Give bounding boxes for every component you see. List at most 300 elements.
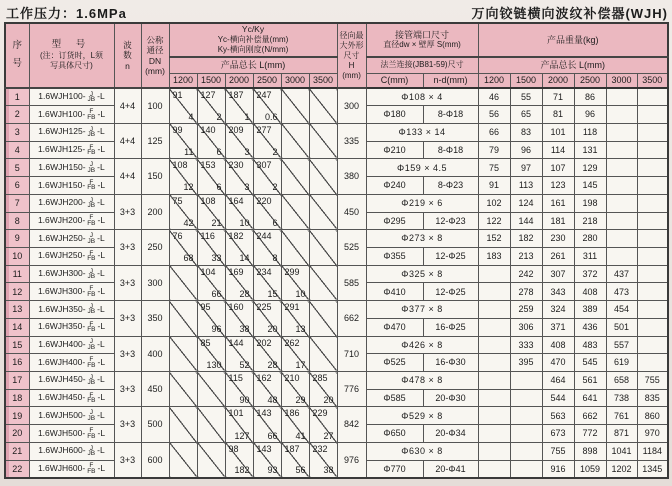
yk-cell <box>281 265 309 300</box>
model-variant-bottom: FB <box>87 361 96 369</box>
yk-cell <box>169 194 197 229</box>
weight-cell: 738 <box>606 389 637 407</box>
waves-cell: 3+3 <box>114 407 141 442</box>
h-cell: 776 <box>337 372 366 407</box>
seq-cell: 20 <box>5 425 29 443</box>
lateral-compensation-value: 244 <box>256 231 272 242</box>
col-header-yk <box>169 23 337 57</box>
model-cell <box>29 247 114 265</box>
model-text <box>38 445 104 458</box>
flange-c-cell: Φ240 <box>366 177 423 195</box>
model-suffix: -L <box>97 356 106 367</box>
yk-cell <box>253 194 281 229</box>
flange-nd-cell: 12-Φ23 <box>423 212 478 230</box>
model-variant-top: F <box>89 285 94 293</box>
model-variant-top: J <box>89 302 93 310</box>
weight-cell <box>637 283 668 301</box>
weight-cell: 557 <box>606 336 637 354</box>
model-suffix: -L <box>97 197 105 208</box>
lateral-stiffness-value: 38 <box>239 324 250 335</box>
weight-cell <box>606 159 637 177</box>
model-cell <box>29 106 114 124</box>
weight-cell: 230 <box>542 230 574 248</box>
seq-cell: 3 <box>5 123 29 141</box>
model-variant-bottom: JB <box>87 202 96 210</box>
lateral-stiffness-value: 3 <box>244 182 250 193</box>
lateral-compensation-value: 186 <box>284 408 300 419</box>
weight-cell: 81 <box>542 106 574 124</box>
lateral-stiffness-value: 12 <box>183 182 194 193</box>
dn-cell: 200 <box>141 194 169 229</box>
weight-cell: 437 <box>606 265 637 283</box>
model-cell <box>29 389 114 407</box>
weight-cell: 259 <box>510 301 542 319</box>
weight-cell: 898 <box>574 442 606 460</box>
weight-col-3000: 3000 <box>606 73 637 88</box>
weight-cell <box>510 407 542 425</box>
lateral-stiffness-value: 2 <box>216 111 222 122</box>
lateral-compensation-value: 143 <box>256 443 272 454</box>
weight-col-3500: 3500 <box>637 73 668 88</box>
model-text <box>38 338 104 351</box>
weight-cell: 101 <box>542 123 574 141</box>
port-size-subtitle: 直径dw × 壁厚 S(mm) <box>383 40 461 50</box>
waves-cell: 3+3 <box>114 265 141 300</box>
weight-cell: 371 <box>542 318 574 336</box>
model-suffix: -L <box>97 462 106 473</box>
weight-cell <box>637 318 668 336</box>
flange-c-cell: Φ770 <box>366 460 423 478</box>
model-text <box>38 409 104 422</box>
waves-cell: 4+4 <box>114 88 141 123</box>
lateral-compensation-value: 91 <box>172 90 183 100</box>
weight-cell <box>606 123 637 141</box>
weight-col-1200: 1200 <box>478 73 510 88</box>
model-variant-bottom: FB <box>87 467 96 475</box>
weight-cell <box>478 389 510 407</box>
model-variant-top: J <box>89 232 93 240</box>
weight-cell: 324 <box>542 301 574 319</box>
model-variant <box>88 374 96 387</box>
lateral-compensation-value: 285 <box>312 373 328 383</box>
model-suffix: -L <box>97 250 106 261</box>
model-prefix: 1.6WJH250- <box>38 232 86 243</box>
model-variant-top: J <box>89 125 93 133</box>
yk-cell <box>197 265 225 300</box>
model-suffix: -L <box>97 321 106 332</box>
weight-cell: 261 <box>542 247 574 265</box>
lateral-stiffness-value: 93 <box>267 465 278 476</box>
weight-cell: 389 <box>574 301 606 319</box>
yk-cell <box>309 194 337 229</box>
model-variant-top: J <box>89 338 93 346</box>
lateral-compensation-value: 230 <box>228 160 244 171</box>
weight-cell: 91 <box>478 177 510 195</box>
yk-cell <box>197 230 225 265</box>
table-row <box>5 442 668 460</box>
lateral-stiffness-value: 17 <box>295 359 306 370</box>
yk-cell <box>225 442 253 477</box>
yk-cell <box>281 230 309 265</box>
weight-title: 产品重量(kg) <box>547 34 599 45</box>
flange-c-cell: Φ295 <box>366 212 423 230</box>
model-variant-top: J <box>89 90 93 98</box>
weight-cell: 916 <box>542 460 574 478</box>
flange-c-cell: Φ650 <box>366 425 423 443</box>
flange-c-cell: Φ525 <box>366 354 423 372</box>
weight-cell: 545 <box>574 354 606 372</box>
yk-cell <box>169 336 197 371</box>
yk-cell <box>169 372 197 407</box>
yk-cell <box>169 407 197 442</box>
model-variant-bottom: JB <box>87 273 96 281</box>
lateral-compensation-value: 210 <box>284 373 300 383</box>
lateral-compensation-value: 187 <box>284 443 300 454</box>
h-cell: 335 <box>337 123 366 158</box>
model-cell <box>29 283 114 301</box>
model-prefix: 1.6WJH500- <box>38 409 86 420</box>
weight-cell: 123 <box>542 177 574 195</box>
lateral-compensation-value: 187 <box>228 90 244 100</box>
length-col-1200: 1200 <box>169 73 197 88</box>
weight-cell: 372 <box>574 265 606 283</box>
lateral-compensation-value: 277 <box>256 124 272 135</box>
yk-cell <box>281 336 309 371</box>
yk-cell <box>281 301 309 336</box>
waves-cell: 3+3 <box>114 301 141 336</box>
model-variant-top: F <box>89 143 94 151</box>
lateral-compensation-value: 85 <box>200 337 211 348</box>
lateral-compensation-value: 144 <box>228 337 244 348</box>
dn-cell: 125 <box>141 123 169 158</box>
table-row <box>5 301 668 319</box>
model-prefix: 1.6WJH200- <box>37 215 86 225</box>
weight-cell: 436 <box>574 318 606 336</box>
lateral-stiffness-value: 28 <box>239 288 250 299</box>
yk-cell <box>197 442 225 477</box>
weight-cell: 1184 <box>637 442 668 460</box>
weight-cell: 464 <box>542 372 574 390</box>
table-body <box>5 88 668 478</box>
yk-cell <box>169 159 197 194</box>
model-cell <box>29 88 114 106</box>
weight-cell <box>606 106 637 124</box>
lateral-compensation-value: 225 <box>256 302 272 313</box>
weight-col-2000: 2000 <box>542 73 574 88</box>
model-cell <box>29 354 114 372</box>
weight-cell <box>478 425 510 443</box>
weight-cell: 79 <box>478 141 510 159</box>
model-variant <box>88 161 96 174</box>
yk-cell <box>309 301 337 336</box>
model-variant-top: J <box>89 196 93 204</box>
yk-cell <box>197 336 225 371</box>
lateral-compensation-value: 232 <box>312 443 328 454</box>
model-text <box>38 179 105 192</box>
model-suffix: -L <box>97 161 105 172</box>
seq-cell: 14 <box>5 318 29 336</box>
weight-cell: 65 <box>510 106 542 124</box>
model-suffix: -L <box>97 108 106 119</box>
working-pressure-title: 工作压力：1.6MPa <box>6 6 127 21</box>
model-cell <box>29 460 114 478</box>
weight-cell: 658 <box>606 372 637 390</box>
yk-cell <box>281 159 309 194</box>
model-cell <box>29 336 114 354</box>
model-cell <box>29 194 114 212</box>
lateral-compensation-value: 101 <box>228 408 244 419</box>
weight-cell <box>510 442 542 460</box>
model-prefix: 1.6WJH250- <box>37 250 86 261</box>
lateral-stiffness-value: 20 <box>267 324 278 335</box>
model-variant-top: J <box>89 161 93 169</box>
model-text <box>38 250 105 263</box>
lateral-stiffness-value: 1 <box>244 111 250 122</box>
flange-c-cell: Φ355 <box>366 247 423 265</box>
yk-definition-1: Yc-横向补偿量(mm) <box>217 34 289 44</box>
yk-cell <box>225 194 253 229</box>
h-cell: 976 <box>337 442 366 477</box>
lateral-stiffness-value: 130 <box>206 359 222 370</box>
seq-cell: 1 <box>5 88 29 106</box>
model-variant-bottom: JB <box>87 237 96 245</box>
model-prefix: 1.6WJH300- <box>38 268 86 279</box>
yk-cell <box>253 372 281 407</box>
lateral-stiffness-value: 4 <box>188 111 194 122</box>
model-cell <box>29 141 114 159</box>
model-variant <box>88 91 96 104</box>
model-variant <box>87 321 95 334</box>
table-row <box>5 123 668 141</box>
seq-cell: 13 <box>5 301 29 319</box>
model-variant-top: J <box>89 267 93 275</box>
model-text <box>38 197 104 210</box>
weight-cell: 56 <box>478 106 510 124</box>
lateral-stiffness-value: 41 <box>295 430 306 441</box>
model-prefix: 1.6WJH350- <box>38 303 86 314</box>
model-suffix: -L <box>97 392 106 403</box>
model-prefix: 1.6WJH500- <box>37 427 86 438</box>
model-suffix: -L <box>97 179 106 190</box>
weight-cell: 871 <box>606 425 637 443</box>
model-prefix: 1.6WJH400- <box>37 356 86 367</box>
waves-cell: 4+4 <box>114 123 141 158</box>
pipe-size-cell: Φ630 × 8 <box>366 442 478 460</box>
pipe-size-cell: Φ529 × 8 <box>366 407 478 425</box>
weight-cell: 218 <box>574 212 606 230</box>
weight-cell <box>637 88 668 106</box>
yk-cell <box>253 265 281 300</box>
weight-cell <box>478 372 510 390</box>
flange-c-cell: Φ410 <box>366 283 423 301</box>
model-variant-top: J <box>89 409 93 417</box>
weight-cell <box>478 460 510 478</box>
flange-c-cell: Φ470 <box>366 318 423 336</box>
h-cell: 380 <box>337 159 366 194</box>
model-prefix: 1.6WJH450- <box>38 374 86 385</box>
weight-cell <box>637 301 668 319</box>
model-variant <box>88 268 96 281</box>
weight-cell: 755 <box>637 372 668 390</box>
model-variant <box>88 338 96 351</box>
yk-cell <box>225 159 253 194</box>
yk-cell <box>225 336 253 371</box>
h-cell: 842 <box>337 407 366 442</box>
weight-cell: 483 <box>574 336 606 354</box>
model-header-note1: (注：订货时，L须 <box>39 51 104 61</box>
weight-cell: 408 <box>574 283 606 301</box>
model-prefix: 1.6WJH125- <box>38 126 86 137</box>
model-variant <box>88 445 96 458</box>
model-cell <box>29 159 114 177</box>
weight-cell: 563 <box>542 407 574 425</box>
flange-nd-header: n-d(mm) <box>423 73 478 88</box>
weight-cell <box>637 159 668 177</box>
lateral-stiffness-value: 14 <box>239 253 250 264</box>
weight-cell: 113 <box>510 177 542 195</box>
seq-cell: 11 <box>5 265 29 283</box>
lateral-stiffness-value: 56 <box>295 465 306 476</box>
weight-cell: 307 <box>542 265 574 283</box>
model-prefix: 1.6WJH600- <box>38 445 86 456</box>
yk-cell <box>225 407 253 442</box>
weight-cell <box>606 230 637 248</box>
model-variant <box>87 427 95 440</box>
lateral-stiffness-value: 21 <box>211 217 222 228</box>
model-prefix: 1.6WJH400- <box>38 339 86 350</box>
model-variant-top: F <box>89 214 94 222</box>
lateral-compensation-value: 162 <box>256 373 272 383</box>
yk-cell <box>225 230 253 265</box>
pipe-size-cell: Φ108 × 4 <box>366 88 478 106</box>
lateral-stiffness-value: 127 <box>234 430 250 441</box>
flange-nd-cell: 8-Φ18 <box>423 141 478 159</box>
lateral-compensation-value: 127 <box>200 90 216 100</box>
lateral-compensation-value: 262 <box>284 337 300 348</box>
seq-header-line1: 序 <box>12 40 22 52</box>
lateral-compensation-value: 247 <box>256 90 272 100</box>
yk-cell <box>309 230 337 265</box>
flange-nd-cell: 8-Φ18 <box>423 106 478 124</box>
yk-cell <box>197 123 225 158</box>
model-prefix: 1.6WJH100- <box>38 91 86 102</box>
weight-cell <box>637 141 668 159</box>
model-prefix: 1.6WJH450- <box>37 392 86 403</box>
dn-cell: 350 <box>141 301 169 336</box>
model-variant-bottom: FB <box>87 149 96 157</box>
model-variant <box>87 462 95 475</box>
length-col-3000: 3000 <box>281 73 309 88</box>
weight-cell: 306 <box>510 318 542 336</box>
weight-cell <box>478 407 510 425</box>
header-band-1 <box>5 23 668 57</box>
model-header-note2: 写具体尺寸) <box>50 61 93 71</box>
weight-cell: 1041 <box>606 442 637 460</box>
yk-cell <box>309 159 337 194</box>
weight-cell <box>606 177 637 195</box>
seq-cell: 21 <box>5 442 29 460</box>
weight-cell <box>606 212 637 230</box>
lateral-compensation-value: 182 <box>228 231 244 242</box>
weight-cell <box>478 442 510 460</box>
weight-cell: 75 <box>478 159 510 177</box>
weight-cell <box>478 336 510 354</box>
model-variant-top: F <box>89 427 94 435</box>
compensator-spec-table <box>4 22 669 479</box>
waves-cell: 4+4 <box>114 159 141 194</box>
col-header-port <box>366 23 478 57</box>
weight-cell: 97 <box>510 159 542 177</box>
model-variant-bottom: FB <box>87 397 96 405</box>
flange-c-cell: Φ180 <box>366 106 423 124</box>
model-variant-bottom: JB <box>87 450 96 458</box>
weight-cell: 181 <box>542 212 574 230</box>
model-suffix: -L <box>97 374 105 385</box>
model-text <box>38 321 105 334</box>
weight-cell: 66 <box>478 123 510 141</box>
weight-cell <box>637 177 668 195</box>
model-header-title: 型 号 <box>51 38 92 50</box>
seq-cell: 15 <box>5 336 29 354</box>
lateral-compensation-value: 220 <box>256 195 272 206</box>
seq-cell: 9 <box>5 230 29 248</box>
lateral-stiffness-value: 52 <box>239 359 250 370</box>
lateral-compensation-value: 299 <box>284 266 300 277</box>
model-variant-bottom: JB <box>87 96 96 104</box>
model-variant-top: F <box>89 462 94 470</box>
model-variant-bottom: FB <box>87 290 96 298</box>
yk-cell <box>309 88 337 123</box>
flange-c-cell: Φ585 <box>366 389 423 407</box>
weight-cell: 46 <box>478 88 510 106</box>
table-row <box>5 265 668 283</box>
yk-cell <box>169 230 197 265</box>
model-cell <box>29 372 114 390</box>
model-suffix: -L <box>97 215 106 225</box>
seq-cell: 12 <box>5 283 29 301</box>
col-header-seq <box>5 23 29 88</box>
weight-cell <box>606 194 637 212</box>
lateral-stiffness-value: 6 <box>216 182 222 193</box>
model-variant-bottom: JB <box>87 379 96 387</box>
seq-cell: 10 <box>5 247 29 265</box>
h-cell: 662 <box>337 301 366 336</box>
lateral-stiffness-value: 6 <box>272 217 278 228</box>
weight-cell: 152 <box>478 230 510 248</box>
weight-cell: 122 <box>478 212 510 230</box>
yk-cell <box>309 123 337 158</box>
model-cell <box>29 230 114 248</box>
lateral-compensation-value: 291 <box>284 302 300 313</box>
model-variant <box>88 126 96 139</box>
weight-cell: 970 <box>637 425 668 443</box>
lateral-stiffness-value: 90 <box>239 395 250 406</box>
table-row <box>5 230 668 248</box>
model-text <box>38 285 105 298</box>
lateral-compensation-value: 229 <box>312 408 328 419</box>
page-header <box>6 3 668 22</box>
weight-cell: 561 <box>574 372 606 390</box>
weight-cell: 114 <box>542 141 574 159</box>
table-row <box>5 372 668 390</box>
lateral-compensation-value: 234 <box>256 266 272 277</box>
yk-cell <box>309 372 337 407</box>
dn-cell: 600 <box>141 442 169 477</box>
yk-cell <box>281 442 309 477</box>
weight-cell: 278 <box>510 283 542 301</box>
weight-cell: 198 <box>574 194 606 212</box>
model-text <box>38 268 104 281</box>
